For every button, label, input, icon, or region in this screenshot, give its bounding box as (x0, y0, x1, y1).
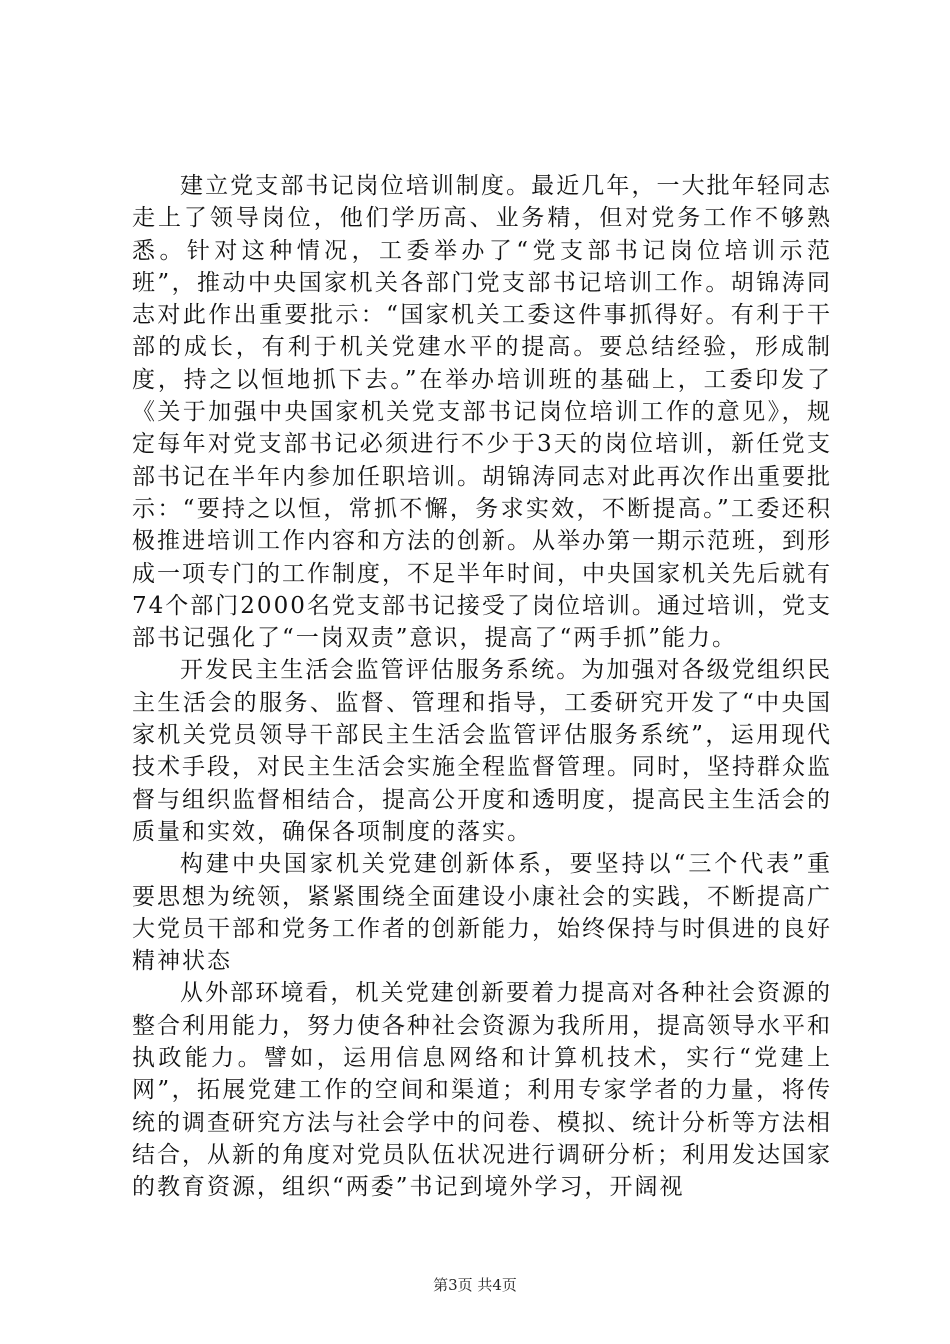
page-number-label: 第3页 共4页 (433, 1276, 517, 1294)
page-footer (0, 1276, 950, 1294)
paragraph-innovation-system: 构建中央国家机关党建创新体系，要坚持以“三个代表”重要思想为统领，紧紧围绕全面建设小康社会的实践，不断提高广大党员干部和党务工作者的创新能力，始终保持与时俱进的良好精神状态 (132, 851, 832, 975)
paragraph-democratic-life-system: 开发民主生活会监管评估服务系统。为加强对各级党组织民主生活会的服务、监督、管理和指导，工委研究开发了“中央国家机关党员领导干部民主生活会监管评估服务系统”，运用现代技术手段，对民主生活会实施全程监督管理。同时，坚持群众监督与组织监督相结合，提高公开度和透明度，提高民主生活会的质量和实效，确保各项制度的落实。 (132, 657, 832, 845)
paragraph-training-system: 建立党支部书记岗位培训制度。最近几年，一大批年轻同志走上了领导岗位，他们学历高、业务精，但对党务工作不够熟悉。针对这种情况，工委举办了“党支部书记岗位培训示范班”，推动中央国家机关各部门党支部书记培训工作。胡锦涛同志对此作出重要批示：“国家机关工委这件事抓得好。有利于干部的成长，有利于机关党建水平的提高。要总结经验，形成制度，持之以恒地抓下去。”在举办培训班的基础上，工委印发了《关于加强中央国家机关党支部书记岗位培训工作的意见》，规定每年对党支部书记必须进行不少于3天的岗位培训，新任党支部书记在半年内参加任职培训。胡锦涛同志对此再次作出重要批示：“要持之以恒，常抓不懈，务求实效，不断提高。”工委还积极推进培训工作内容和方法的创新。从举办第一期示范班，到形成一项专门的工作制度，不足半年时间，中央国家机关先后就有74个部门2000名党支部书记接受了岗位培训。通过培训，党支部书记强化了“一岗双责”意识，提高了“两手抓”能力。 (132, 173, 832, 652)
paragraph-external-environment: 从外部环境看，机关党建创新要着力提高对各种社会资源的整合利用能力，努力使各种社会资源为我所用，提高领导水平和执政能力。譬如，运用信息网络和计算机技术，实行“党建上网”，拓展党建工作的空间和渠道；利用专家学者的力量，将传统的调查研究方法与社会学中的问卷、模拟、统计分析等方法相结合，从新的角度对党员队伍状况进行调研分析；利用发达国家的教育资源，组织“两委”书记到境外学习，开阔视 (132, 980, 832, 1201)
document-body (132, 170, 832, 1204)
